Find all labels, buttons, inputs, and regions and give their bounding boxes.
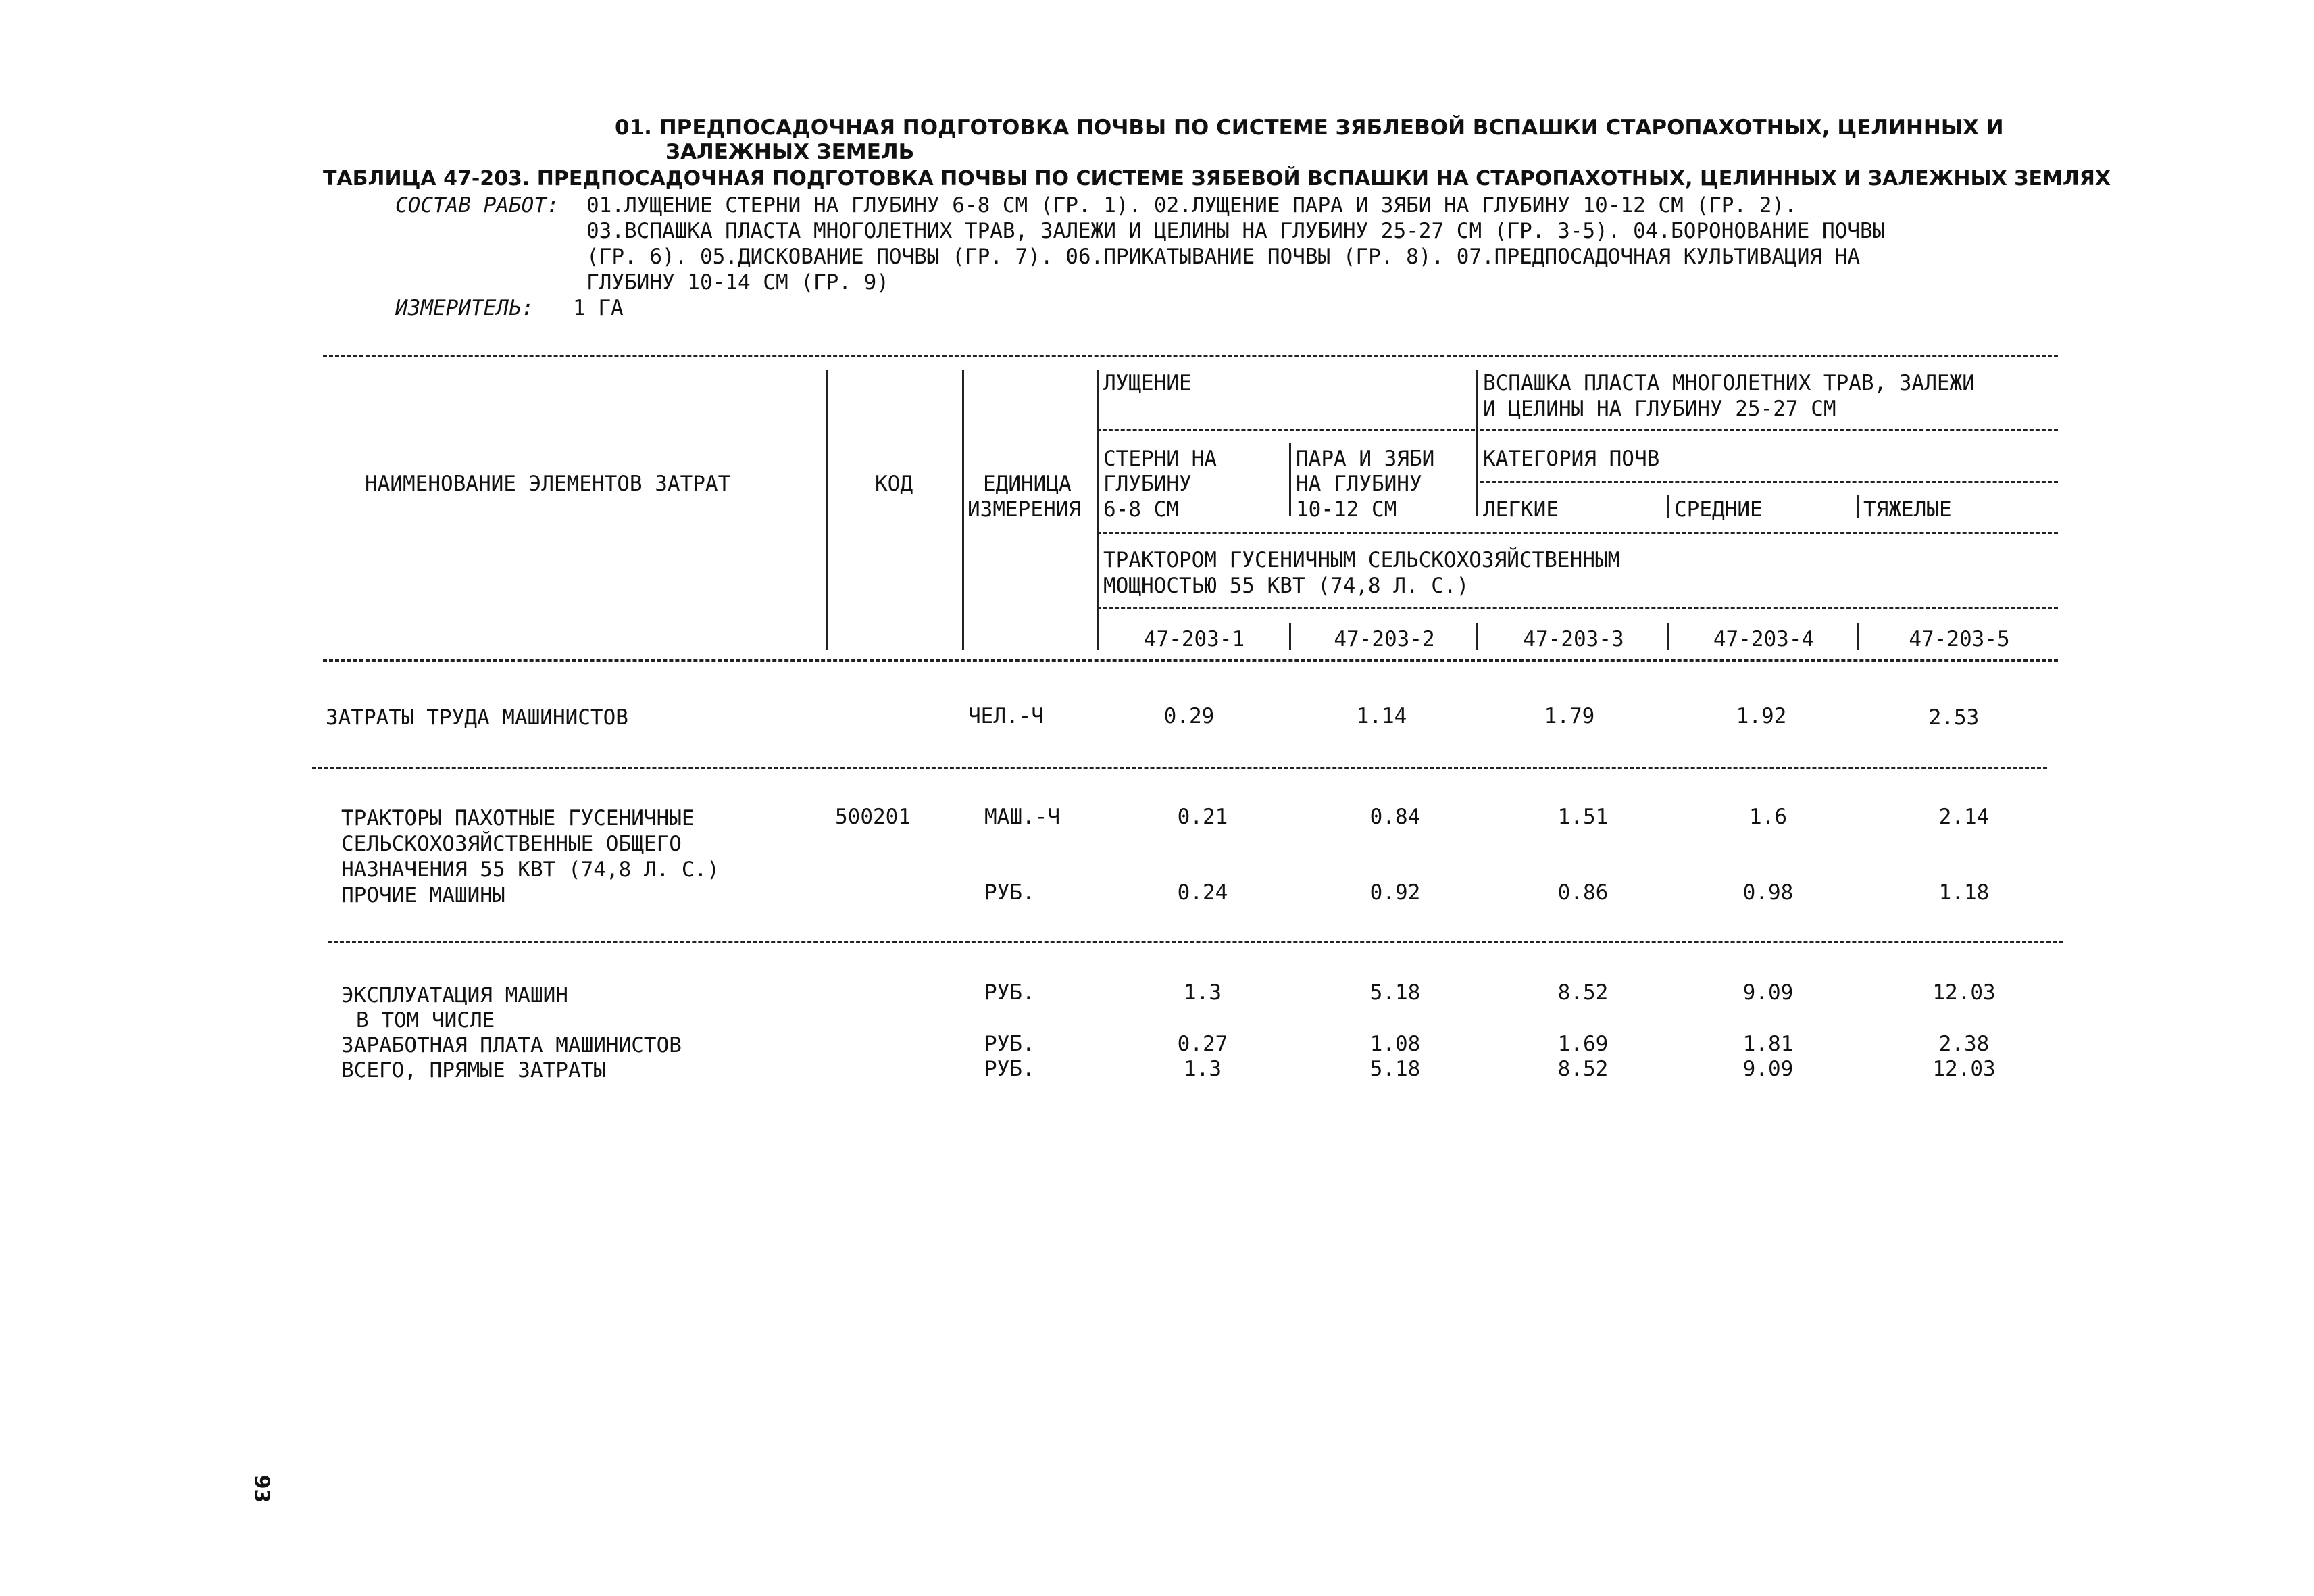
row-value: 8.52 [1557,1057,1609,1081]
row-unit: МАШ.-Ч [984,805,1060,829]
row-value: 2.53 [1928,705,1980,730]
work-composition-line-3: (ГР. 6). 05.ДИСКОВАНИЕ ПОЧВЫ (ГР. 7). 06.ПРИКАТЫВАНИЕ ПОЧВЫ (ГР. 8). 07.ПРЕДПОСАДОЧНАЯ КУЛЬТИВАЦИЯ НА [586,245,1861,269]
row-value: 9.09 [1742,1057,1794,1081]
row-value: 1.69 [1557,1032,1609,1056]
header-vspashka-line-2: И ЦЕЛИНЫ НА ГЛУБИНУ 25-27 СМ [1483,397,1836,421]
col-divider-code [962,370,964,650]
row-value: 0.21 [1177,805,1228,829]
work-composition-line-2: 03.ВСПАШКА ПЛАСТА МНОГОЛЕТНИХ ТРАВ, ЗАЛЕЖИ И ЦЕЛИНЫ НА ГЛУБИНУ 25-27 СМ (ГР. 3-5). 04.БОРОНОВАНИЕ ПОЧВЫ [586,219,1886,243]
row-value: 5.18 [1369,980,1421,1005]
row-value: 1.08 [1369,1032,1421,1056]
header-para-line-2: НА ГЛУБИНУ [1296,472,1422,496]
row-value: 5.18 [1369,1057,1421,1081]
row-value: 1.79 [1544,704,1595,728]
row-value: 1.51 [1557,805,1609,829]
row-value: 1.14 [1356,704,1407,728]
col-divider-vspashka [1476,370,1478,516]
row-separator [312,767,2047,769]
row-value: 8.52 [1557,980,1609,1005]
row-value: 1.3 [1184,980,1222,1005]
header-light: ЛЕГКИЕ [1483,497,1559,522]
row-value: 2.38 [1938,1032,1990,1056]
header-lushchenie: ЛУЩЕНИЕ [1103,371,1192,395]
header-code-47-203-3: 47-203-3 [1523,627,1624,651]
header-heavy: ТЯЖЕЛЫЕ [1863,497,1952,522]
row-unit: РУБ. [984,980,1035,1005]
header-tractor-line-1: ТРАКТОРОМ ГУСЕНИЧНЫМ СЕЛЬСКОХОЗЯЙСТВЕННЫМ [1103,548,1621,572]
row-unit: ЧЕЛ.-Ч [968,704,1044,728]
header-code-47-203-2: 47-203-2 [1334,627,1435,651]
code-divider-2 [1476,623,1478,650]
row-name-including: В ТОМ ЧИСЛЕ [356,1008,495,1032]
row-name: ЭКСПЛУАТАЦИЯ МАШИН [341,983,568,1007]
row-name: ЗАРАБОТНАЯ ПЛАТА МАШИНИСТОВ [341,1033,682,1057]
meter-label: ИЗМЕРИТЕЛЬ: [395,296,534,320]
header-soil-category: КАТЕГОРИЯ ПОЧВ [1483,447,1660,471]
work-composition-line-1: 01.ЛУЩЕНИЕ СТЕРНИ НА ГЛУБИНУ 6-8 СМ (ГР. 1). 02.ЛУЩЕНИЕ ПАРА И ЗЯБИ НА ГЛУБИНУ 10-12 СМ (ГР. 2). [586,193,1797,218]
meter-value: 1 ГА [573,296,624,320]
header-sterni-line-3: 6-8 СМ [1103,497,1179,522]
work-composition-line-4: ГЛУБИНУ 10-14 СМ (ГР. 9) [586,270,889,295]
row-value: 12.03 [1932,980,1996,1005]
code-divider-3 [1667,623,1669,650]
row-value: 1.92 [1736,704,1787,728]
header-para-line-3: 10-12 СМ [1296,497,1397,522]
header-unit-column-1: ЕДИНИЦА [983,472,1072,496]
header-rule-codes [1097,607,2058,609]
row-value: 0.24 [1177,880,1228,905]
col-divider-name [826,370,828,650]
row-value: 1.6 [1749,805,1787,829]
header-rule-columns [1097,532,2058,534]
row-name: ПРОЧИЕ МАШИНЫ [341,883,505,907]
row-name: ЗАТРАТЫ ТРУДА МАШИНИСТОВ [326,705,628,730]
header-name-column: НАИМЕНОВАНИЕ ЭЛЕМЕНТОВ ЗАТРАТ [365,472,731,496]
row-value: 1.18 [1938,880,1990,905]
header-code-47-203-5: 47-203-5 [1909,627,2010,651]
row-separator [328,941,2063,943]
code-divider-4 [1857,623,1859,650]
header-top-rule [323,355,2058,357]
col-divider-heavy [1857,495,1859,518]
row-unit: РУБ. [984,1032,1035,1056]
header-code-47-203-1: 47-203-1 [1143,627,1245,651]
row-value: 0.27 [1177,1032,1228,1056]
row-value: 9.09 [1742,980,1794,1005]
header-code-47-203-4: 47-203-4 [1713,627,1815,651]
page-number: 93 [249,1474,274,1503]
header-bottom-rule [323,659,2058,662]
header-para-line-1: ПАРА И ЗЯБИ [1296,447,1435,471]
row-value: 1.3 [1184,1057,1222,1081]
col-divider-medium [1667,495,1669,518]
header-rule-lushchenie [1097,429,1475,431]
row-unit: РУБ. [984,880,1035,905]
header-sterni-line-1: СТЕРНИ НА [1103,447,1217,471]
header-vspashka-line-1: ВСПАШКА ПЛАСТА МНОГОЛЕТНИХ ТРАВ, ЗАЛЕЖИ [1483,371,1975,395]
row-name: НАЗНАЧЕНИЯ 55 КВТ (74,8 Л. С.) [341,857,720,882]
col-divider-sterni [1289,443,1291,516]
row-value: 12.03 [1932,1057,1996,1081]
section-title-line-2: ЗАЛЕЖНЫХ ЗЕМЕЛЬ [665,140,915,164]
row-unit: РУБ. [984,1057,1035,1081]
row-name: ТРАКТОРЫ ПАХОТНЫЕ ГУСЕНИЧНЫЕ [341,806,695,830]
row-code: 500201 [835,805,911,829]
row-value: 0.86 [1557,880,1609,905]
header-rule-category [1480,481,2058,483]
header-tractor-line-2: МОЩНОСТЬЮ 55 КВТ (74,8 Л. С.) [1103,574,1469,598]
table-title: ТАБЛИЦА 47-203. ПРЕДПОСАДОЧНАЯ ПОДГОТОВКА ПОЧВЫ ПО СИСТЕМЕ ЗЯБЕВОЙ ВСПАШКИ НА СТАРОПАХОТНЫХ, ЦЕЛИННЫХ И ЗАЛЕЖНЫХ ЗЕМЛЯХ [323,167,2111,191]
work-composition-label: СОСТАВ РАБОТ: [395,193,559,218]
row-name: СЕЛЬСКОХОЗЯЙСТВЕННЫЕ ОБЩЕГО [341,832,682,856]
code-divider-1 [1289,623,1291,650]
row-value: 0.29 [1163,704,1215,728]
row-name: ВСЕГО, ПРЯМЫЕ ЗАТРАТЫ [341,1058,606,1082]
header-unit-column-2: ИЗМЕРЕНИЯ [967,497,1081,522]
row-value: 1.81 [1742,1032,1794,1056]
header-sterni-line-2: ГЛУБИНУ [1103,472,1192,496]
row-value: 0.98 [1742,880,1794,905]
row-value: 2.14 [1938,805,1990,829]
row-value: 0.84 [1369,805,1421,829]
col-divider-unit [1097,370,1099,650]
row-value: 0.92 [1369,880,1421,905]
section-title-line-1: 01. ПРЕДПОСАДОЧНАЯ ПОДГОТОВКА ПОЧВЫ ПО СИСТЕМЕ ЗЯБЛЕВОЙ ВСПАШКИ СТАРОПАХОТНЫХ, ЦЕЛИННЫХ И [615,116,2004,140]
header-rule-vspashka [1480,429,2058,431]
header-medium: СРЕДНИЕ [1674,497,1763,522]
header-code-column: КОД [875,472,913,496]
